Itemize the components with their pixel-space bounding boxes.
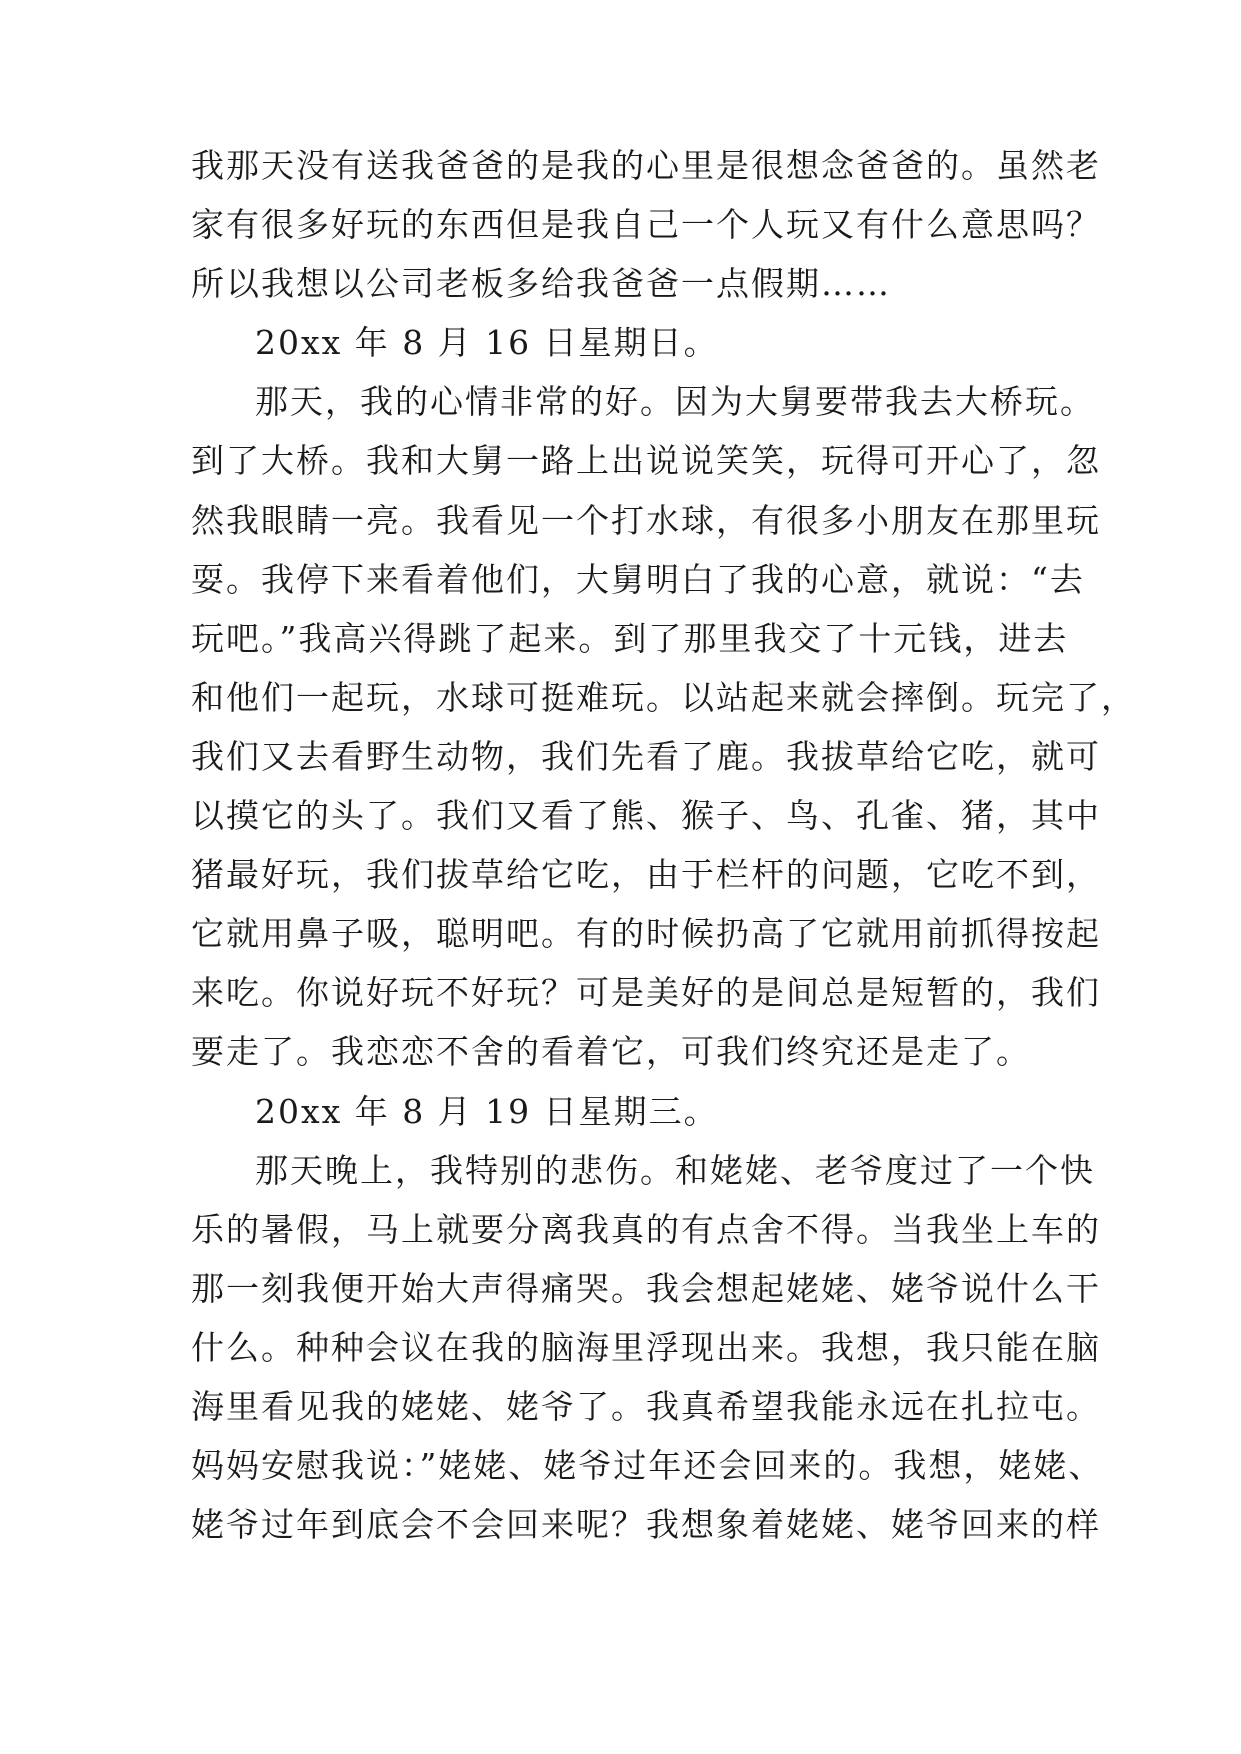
document-body xyxy=(191,136,1136,1554)
text-line: 姥爷过年到底会不会回来呢？我想象着姥姥、姥爷回来的样 xyxy=(191,1505,1101,1545)
text-line: 它就用鼻子吸，聪明吧。有的时候扔高了它就用前抓得按起 xyxy=(191,914,1101,954)
text-line: 家有很多好玩的东西但是我自己一个人玩又有什么意思吗？ xyxy=(191,205,1101,245)
text-line: 20xx 年 8 月 19 日星期三。 xyxy=(255,1091,719,1131)
text-line: 耍。我停下来看着他们，大舅明白了我的心意，就说：“去 xyxy=(191,559,1085,599)
text-line: 到了大桥。我和大舅一路上出说说笑笑，玩得可开心了，忽 xyxy=(191,441,1101,481)
text-line: 什么。种种会议在我的脑海里浮现出来。我想，我只能在脑 xyxy=(191,1327,1101,1367)
text-line: 妈妈安慰我说：”姥姥、姥爷过年还会回来的。我想，姥姥、 xyxy=(191,1446,1104,1486)
text-line: 那一刻我便开始大声得痛哭。我会想起姥姥、姥爷说什么干 xyxy=(191,1268,1101,1308)
text-line: 以摸它的头了。我们又看了熊、猴子、鸟、孔雀、猪，其中 xyxy=(191,796,1101,836)
text-line: 海里看见我的姥姥、姥爷了。我真希望我能永远在扎拉屯。 xyxy=(191,1386,1101,1426)
text-line: 乐的暑假，马上就要分离我真的有点舍不得。当我坐上车的 xyxy=(191,1209,1101,1249)
text-line: 我们又去看野生动物，我们先看了鹿。我拔草给它吃，就可 xyxy=(191,736,1101,776)
text-line: 那天晚上，我特别的悲伤。和姥姥、老爷度过了一个快 xyxy=(255,1150,1095,1190)
text-line: 猪最好玩，我们拔草给它吃，由于栏杆的问题，它吃不到， xyxy=(191,855,1101,895)
text-line: 我那天没有送我爸爸的是我的心里是很想念爸爸的。虽然老 xyxy=(191,146,1101,185)
text-line: 所以我想以公司老板多给我爸爸一点假期…… xyxy=(191,264,891,304)
text-line: 和他们一起玩，水球可挺难玩。以站起来就会摔倒。玩完了， xyxy=(191,677,1136,717)
text-line: 要走了。我恋恋不舍的看着它，可我们终究还是走了。 xyxy=(191,1032,1031,1072)
text-line: 那天，我的心情非常的好。因为大舅要带我去大桥玩。 xyxy=(255,382,1095,422)
text-line: 20xx 年 8 月 16 日星期日。 xyxy=(255,323,719,363)
text-line: 来吃。你说好玩不好玩？可是美好的是间总是短暂的，我们 xyxy=(191,973,1101,1013)
text-line: 玩吧。”我高兴得跳了起来。到了那里我交了十元钱，进去 xyxy=(191,618,1069,658)
text-line: 然我眼睛一亮。我看见一个打水球，有很多小朋友在那里玩 xyxy=(191,500,1101,540)
